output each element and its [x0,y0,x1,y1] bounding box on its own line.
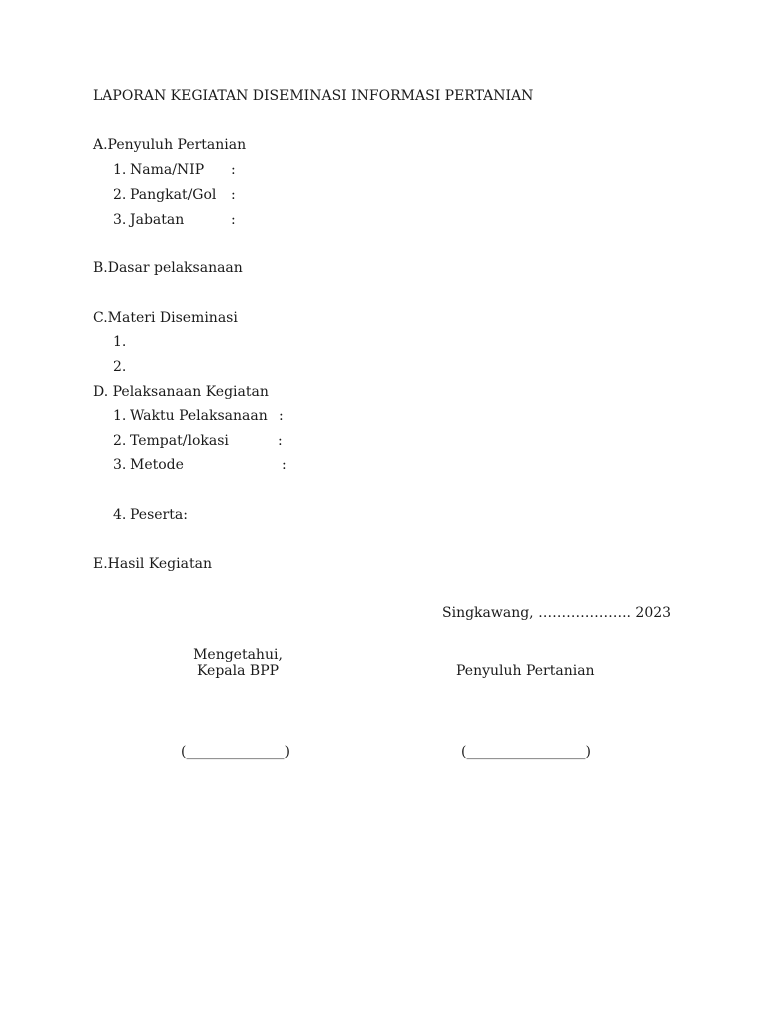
left-sign-line2: Kepala BPP [196,663,280,679]
section-c-item-number: 2. [113,359,127,375]
section-d-item-label: Peserta: [130,507,188,523]
section-a-item-number: 2. [113,187,127,203]
document-title: LAPORAN KEGIATAN DISEMINASI INFORMASI PERTANIAN [93,88,534,104]
right-sign-line1: Penyuluh Pertanian [456,663,595,679]
section-d-item-number: 1. [113,408,127,424]
section-e-heading: E.Hasil Kegiatan [93,556,212,572]
section-d-heading: D. Pelaksanaan Kegiatan [93,384,269,400]
section-d-item-colon: : [282,457,287,473]
section-c-heading: C.Materi Diseminasi [93,310,238,326]
section-b-heading: B.Dasar pelaksanaan [93,260,243,276]
section-a-item-colon: : [231,187,236,203]
section-d-item-number: 3. [113,457,127,473]
section-d-item-label: Waktu Pelaksanaan [130,408,268,424]
section-d-item-colon: : [279,408,284,424]
section-a-item-label: Jabatan [130,212,185,228]
section-d-item-number: 4. [113,507,127,523]
section-a-item-number: 1. [113,162,127,178]
section-a-heading: A.Penyuluh Pertanian [93,137,247,153]
left-sign-line1: Mengetahui, [193,647,283,663]
section-a-item-label: Nama/NIP [130,162,205,178]
section-a-item-colon: : [231,162,236,178]
section-d-item-label: Metode [130,457,184,473]
section-d-item-number: 2. [113,433,127,449]
section-d-item-colon: : [278,433,283,449]
section-c-item-number: 1. [113,334,127,350]
left-signature-blank: (______________) [181,744,290,760]
right-signature-blank: (_________________) [461,744,591,760]
section-d-item-label: Tempat/lokasi [130,433,229,449]
section-a-item-colon: : [231,212,236,228]
section-a-item-label: Pangkat/Gol [130,187,217,203]
section-a-item-number: 3. [113,212,127,228]
place-date: Singkawang, ……………….. 2023 [442,605,672,621]
